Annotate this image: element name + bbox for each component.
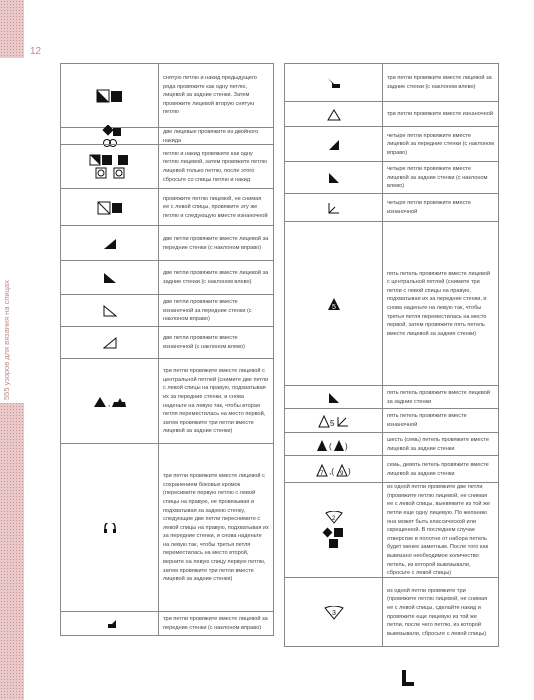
svg-text:): ) [344,441,348,451]
svg-text:2: 2 [331,515,335,522]
p5tog-icon [285,409,383,433]
cdd-3-icon [61,359,159,444]
svg-text:5: 5 [329,419,334,428]
svg-text:,: , [107,398,110,408]
symbol-row [285,455,498,483]
left-symbol-table [60,63,274,636]
three-from-one-icon [285,578,383,647]
symbol-description: четыре петли провяжите вместе лицевой за передние стенки (с наклоном вправо) [387,132,494,156]
slip-stitch-yarn-icon [61,189,159,226]
p2tog-left-icon [61,327,159,359]
svg-text:9: 9 [339,470,343,477]
symbol-row [285,221,498,386]
right-symbol-table [284,63,499,647]
symbol-row [61,443,273,612]
symbol-row [285,193,498,222]
k2tog-right-icon [61,226,159,261]
symbol-description: из одной петли провяжите две петли (провяжите петлю лицевой, не снимая ее с левой спицы, выевяжите из той же петли еще одну лицевую. По желанию она может быть классической или скрещенной. В последнем случае отверстие в полотне от набора петель будет менее заметным. После того как вывязано необходимое количество петель, из которой вывязывали, сбросьте с левой спицы) [387,484,490,577]
symbol-description: две петли провяжите вместе лицевой за задние стенки (с наклоном влево) [163,270,269,285]
running-title: 555 узоров для вязания на спицах [2,280,11,400]
p3tog-icon [285,102,383,127]
symbol-description: три петли провяжите вместе изнаночной [387,111,493,118]
symbol-row [61,611,273,636]
symbol-description: из одной петли провяжите три (провяжите петлю лицевой, не снимая ее с левой спицы, сделайте накид и провяжите еще лицевую из той же петли, после чего петлю, из которой вывязывали, сбросьте с левой спицы) [387,587,488,637]
symbol-row [285,126,498,162]
symbol-description: провяжите петлю лицевой, не снимая ее с левой спицы, провяжите эту же петлю и следующую вместе изнаночной [163,195,268,219]
symbol-row [61,294,273,327]
k4tog-left-icon [285,162,383,194]
symbol-row [61,326,273,359]
k3tog-tbl-icon [285,64,383,101]
symbol-row [61,260,273,295]
symbol-description: семь, девять петель провяжите вместе лицевой за задние стенки [387,461,489,477]
symbol-description: две петли провяжите вместе лицевой за передние стенки (с наклоном вправо) [163,235,269,251]
symbol-description: пять петель провяжите вместе изнаночной [387,413,467,428]
symbol-row [285,482,498,578]
k2tog-tbl-left-icon [61,261,159,295]
cdd-5-icon [285,222,383,386]
symbol-description: четыре петли провяжите вместе лицевой за задние стенки (с наклоном влево) [387,166,488,190]
double-yarnover-knit-icon [61,128,159,145]
symbol-description: две лицевые провяжите из двойного накида [163,128,259,144]
three-to-one-side-icon [61,444,159,612]
k5tog-icon [285,386,383,409]
symbol-row [61,127,273,145]
publisher-logo [399,668,417,688]
symbol-row [285,577,498,647]
symbol-row [61,358,273,444]
symbol-description: пять петель провяжите вместе лицевой с центральной петлей (снимите три петли с левой спицы на правую, подхватывая их за передние стенки, и снова наденьте на левую так, чтобы третья петля переместилась на место первой, затем провяжите пять петель вместе лицевой за задние стенки) [387,270,491,337]
symbol-description: шесть (семь) петель провяжите вместе лицевой за задние стенки [387,436,489,452]
symbol-row [61,225,273,261]
k6tog-icon [285,433,383,456]
p4tog-icon [285,194,383,222]
symbol-description: три петли провяжите вместе лицевой с сохранением боковых кромок (пересимите первую петлю с левой спицы на правую, не провязывая и подхватывая за заднюю стенку, следующие две петли переснимите с левой спицы на правую, подхватывая их за передние стенки, и снова наденьте на левую так, чтобы третья петля переместилась на место второй, верните на левую спицу первую петлю, затем провяжите три петли вместе лицевой за задние стенки) [163,473,269,583]
symbol-row [61,144,273,189]
symbol-row [285,101,498,127]
symbol-row [285,161,498,194]
symbol-description: снятую петлю и накид предыдущего ряда провяжите как одну петлю, лицевой за задние стенки. Затем провяжите лицевой вторую снятую петлю [163,75,257,116]
k9tog-icon [285,456,383,483]
symbol-row [285,408,498,433]
symbol-row [285,64,498,101]
symbol-description: пять петель провяжите вместе лицевой за задние стенки [387,389,491,405]
symbol-description: три петли провяжите вместе лицевой за передние стенки (с наклоном вправо) [163,616,268,631]
twisted-knit-and-yarnover-icon [61,64,159,127]
svg-text:): ) [347,466,351,476]
k4tog-right-icon [285,127,383,162]
symbol-row [61,188,273,226]
symbol-description: две петли провяжите вместе изнаночной (с наклоном влево) [163,335,245,350]
svg-text:(: ( [328,441,332,451]
knit-yarnover-drop-icon [61,145,159,189]
symbol-description: три петли провяжите вместе лицевой с центральной петлей (снимите две петли с левой спицы на правую, подхватывая их за передние стенки, и снова наденьте на левую так, чтобы вторая петля переместилась на место первой, затем провяжите три петли вместе лицевой за задние стенки) [163,368,269,435]
svg-text:5: 5 [331,304,336,311]
svg-text:7: 7 [319,470,323,477]
symbol-description: петлю и накид провяжите как одну петлю лицевой, затем провяжите петлю лицевой только петлю, после этого сбросьте со спицы петлю и накид [163,150,267,183]
symbol-description: две петли провяжите вместе изнаночной за передние стенки (с наклоном вправо) [163,299,252,323]
symbol-row [61,64,273,127]
svg-text:3: 3 [331,609,336,617]
symbol-description: четыре петли провяжите вместе изнаночной [387,200,472,215]
symbol-row [285,432,498,456]
symbol-description: три петли провяжите вместе лицевой за задние стенки (с наклоном влево) [387,74,492,90]
svg-text:,(: ,( [328,466,334,476]
p2tog-right-icon [61,295,159,327]
two-from-one-icon [285,483,383,578]
page-number: 12 [30,46,42,57]
symbol-row [285,385,498,409]
k3tog-right-icon [61,612,159,636]
